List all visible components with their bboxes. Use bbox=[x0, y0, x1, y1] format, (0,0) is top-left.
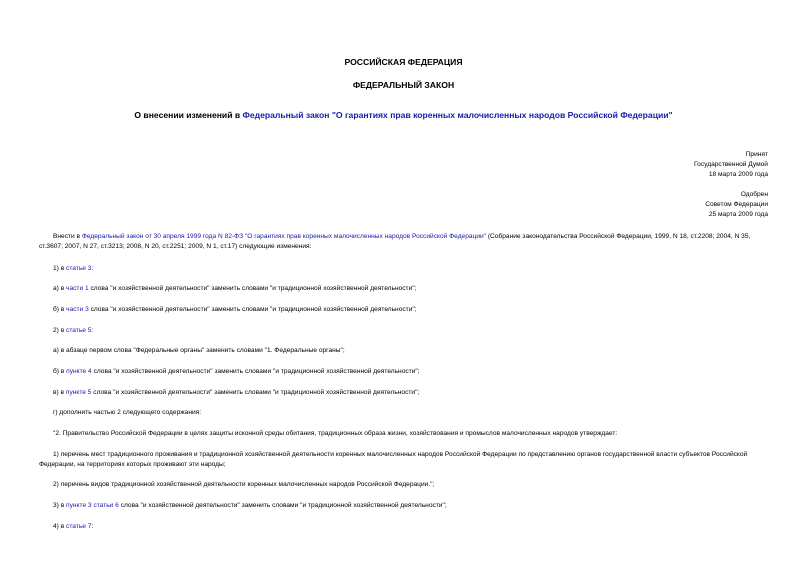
item-1b bbox=[39, 305, 769, 315]
item-4-text-b: : bbox=[91, 523, 94, 530]
intro-text-b: (Собрание законодательства Российской Федерации, 1999, N 18, ст.2208; 2004, N 35, ст.3607; 2007, N 27, ст.3213; 2008, N 20, ст.2251; 2009, N 1, ст.17) следующие изменения: bbox=[39, 233, 751, 250]
item-2c-text-a: в) в bbox=[53, 389, 66, 396]
item-2d: г) дополнить частью 2 следующего содержания: bbox=[53, 409, 202, 416]
approved-line3: 25 марта 2009 года bbox=[708, 211, 768, 218]
item-2b bbox=[39, 367, 769, 377]
item-1 bbox=[39, 264, 769, 274]
adopted-line2: Государственной Думой bbox=[694, 161, 768, 168]
item-2c-text-b: слова "и хозяйственной деятельности" заменить словами "и традиционной хозяйственной деятельности"; bbox=[91, 389, 420, 396]
item-1a-text-a: а) в bbox=[53, 285, 67, 292]
item-1-link[interactable]: статье 3 bbox=[66, 265, 92, 272]
item-1-text-a: 1) в bbox=[53, 265, 67, 272]
item-1-text-b: : bbox=[91, 265, 94, 272]
item-2b-text-b: слова "и хозяйственной деятельности" заменить словами "и традиционной хозяйственной деятельности"; bbox=[91, 368, 420, 375]
intro-paragraph bbox=[39, 232, 769, 252]
intro-law-link[interactable]: Федеральный закон от 30 апреля 1999 года N 82-ФЗ "О гарантиях прав коренных малочисленных народов Российской Федерации" bbox=[81, 233, 487, 240]
country-heading: РОССИЙСКАЯ ФЕДЕРАЦИЯ bbox=[344, 57, 463, 67]
item-1b-text-a: б) в bbox=[53, 306, 67, 313]
item-3-text-a: 3) в bbox=[53, 502, 67, 509]
document-title bbox=[0, 110, 807, 120]
quote-paragraph-1: "2. Правительство Российской Федерации в целях защиты исконной среды обитания, традиционных образа жизни, хозяйствования и промыслов малочисленных народов утверждает: bbox=[53, 430, 618, 437]
item-2-text-a: 2) в bbox=[53, 327, 67, 334]
intro-text-a: Внести в bbox=[53, 233, 82, 240]
item-1b-text-b: слова "и хозяйственной деятельности" заменить словами "и традиционной хозяйственной деятельности"; bbox=[88, 306, 417, 313]
item-4 bbox=[39, 522, 769, 532]
title-prefix: О внесении изменений в bbox=[134, 110, 243, 120]
item-2-text-b: : bbox=[91, 327, 94, 334]
item-3 bbox=[39, 501, 769, 511]
item-1a bbox=[39, 284, 769, 294]
quote-paragraph-2: 1) перечень мест традиционного проживания и традиционной хозяйственной деятельности коренных малочисленных народов Российской Федерации по представлению органов государственной власти субъектов Российской Федерации, на территориях которых проживают эти народы; bbox=[39, 451, 748, 468]
item-2b-text-a: б) в bbox=[53, 368, 67, 375]
item-2c-link[interactable]: пункте 5 bbox=[65, 389, 92, 396]
item-2-link[interactable]: статье 5 bbox=[66, 327, 92, 334]
item-2 bbox=[39, 326, 769, 336]
item-4-link[interactable]: статье 7 bbox=[66, 523, 92, 530]
approved-line1: Одобрен bbox=[740, 191, 768, 198]
item-3-link[interactable]: пункте 3 статьи 6 bbox=[66, 502, 119, 509]
approved-line2: Советом Федерации bbox=[705, 201, 768, 208]
item-2b-link[interactable]: пункте 4 bbox=[66, 368, 92, 375]
item-1b-link[interactable]: части 3 bbox=[66, 306, 89, 313]
quote-paragraph-3: 2) перечень видов традиционной хозяйственной деятельности коренных малочисленных народов Российской Федерации."; bbox=[53, 481, 435, 488]
item-2c bbox=[39, 388, 769, 398]
adopted-block bbox=[694, 150, 768, 180]
adopted-line3: 18 марта 2009 года bbox=[708, 171, 768, 178]
item-3-text-b: слова "и хозяйственной деятельности" заменить словами "и традиционной хозяйственной деятельности"; bbox=[118, 502, 447, 509]
item-1a-text-b: слова "и хозяйственной деятельности" заменить словами "и традиционной хозяйственной деятельности"; bbox=[88, 285, 417, 292]
item-1a-link[interactable]: части 1 bbox=[66, 285, 89, 292]
adopted-line1: Принят bbox=[745, 151, 768, 158]
approved-block bbox=[705, 190, 768, 220]
item-2a: а) в абзаце первом слова "Федеральные органы" заменить словами "1. Федеральные органы"; bbox=[53, 347, 345, 354]
item-4-text-a: 4) в bbox=[53, 523, 67, 530]
title-law-link[interactable]: Федеральный закон "О гарантиях прав коренных малочисленных народов Российской Федерации" bbox=[242, 110, 673, 120]
law-type-heading: ФЕДЕРАЛЬНЫЙ ЗАКОН bbox=[352, 80, 455, 90]
